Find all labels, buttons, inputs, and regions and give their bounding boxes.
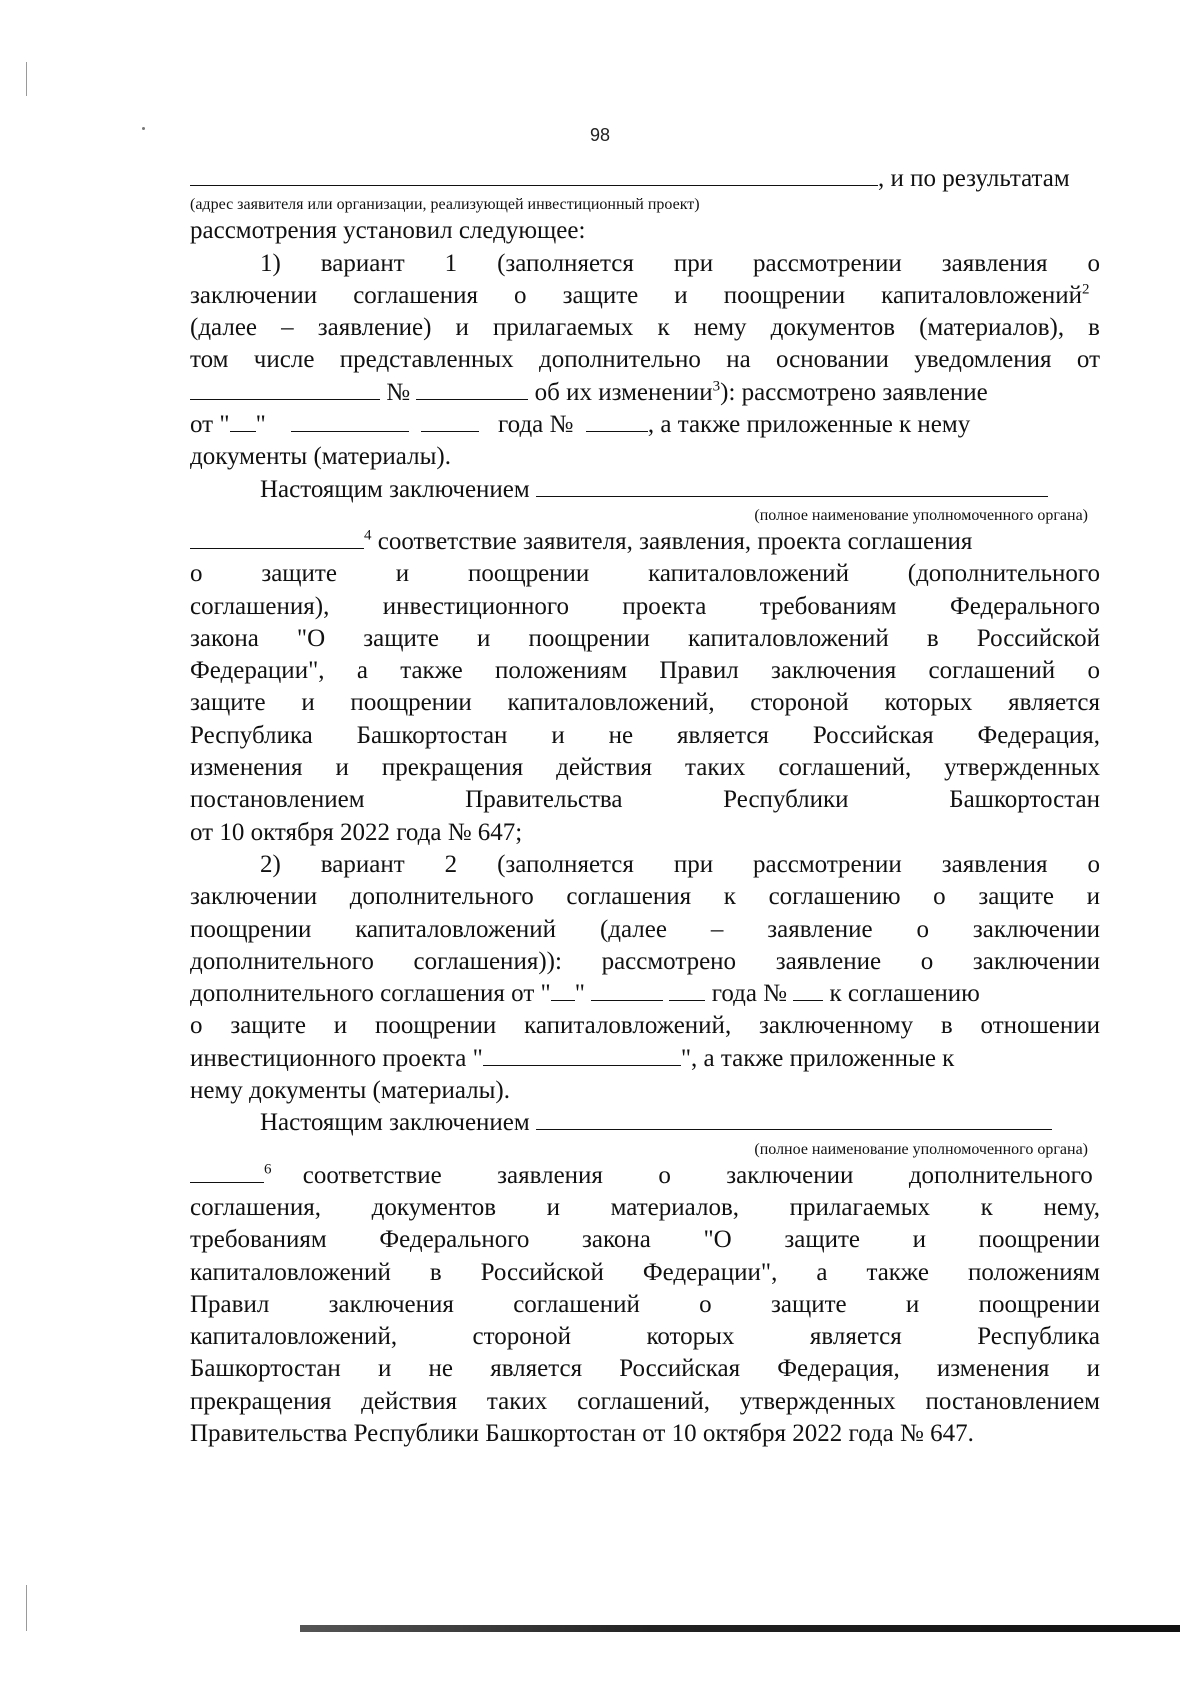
text-line: № об их изменении$^3$): рассмотрено заявление [190,377,1100,409]
text-line: документы (материалы). [190,443,451,471]
year-blank [669,979,705,1001]
authority-blank [536,1108,1052,1130]
number-blank [586,410,648,432]
text-line: нему документы (материалы). [190,1077,510,1105]
text-line: капиталовложений, стороной которых является Республика [190,1323,1100,1351]
decision-blank [190,527,364,549]
text-line: 2) вариант 2 (заполняется при рассмотрении заявления о [260,850,1100,878]
authority-caption: (полное наименование уполномоченного органа) [754,1140,1088,1158]
footnote-ref: 4 [364,527,372,544]
text-line: (далее – заявление) и прилагаемых к нему документов (материалов), в [190,314,1100,342]
text-line: от 10 октября 2022 года № 647; [190,818,523,846]
text-line: том числе представленных дополнительно на основании уведомления от [190,346,1100,374]
text-line: $^4$ соответствие заявителя, заявления, проекта соглашения [190,526,1100,558]
text-line: заключении соглашения о защите и поощрении капиталовложений$^2$ [190,281,1090,309]
text-line: заключении дополнительного соглашения к соглашению о защите и [190,883,1100,911]
document-body [190,163,1100,1450]
text-line: от " " года № , а также приложенные к нему [190,411,971,439]
bottom-rule [300,1625,1180,1632]
text-line: капиталовложений в Российской Федерации", а также положениям [190,1258,1100,1286]
authority-caption: (полное наименование уполномоченного органа) [754,506,1088,524]
year-blank [421,410,479,432]
month-blank [291,410,409,432]
text-line: 1) вариант 1 (заполняется при рассмотрении заявления о [260,249,1100,277]
text-line: Правительства Республики Башкортостан от 10 октября 2022 года № 647. [190,1419,974,1447]
scan-margin-mark [26,1585,27,1631]
text-line: о защите и поощрении капиталовложений, заключенному в отношении [190,1012,1100,1040]
text-line: Республика Башкортостан и не является Российская Федерация, [190,721,1100,749]
page-number: 98 [589,125,611,145]
text-line: Настоящим заключением [190,474,1100,506]
text-line: прекращения действия таких соглашений, утвержденных постановлением [190,1387,1100,1415]
text-line: Настоящим заключением [190,1107,1100,1139]
day-blank [551,979,575,1001]
text-line: Федерации", а также положениям Правил заключения соглашений о [190,657,1100,685]
text-line: о защите и поощрении капиталовложений (дополнительного [190,560,1100,588]
address-blank [190,164,878,186]
address-line: , и по результатам [190,163,1100,195]
text-line: защите и поощрении капиталовложений, стороной которых является [190,689,1100,717]
day-blank [230,410,256,432]
text-line: соглашения, документов и материалов, прилагаемых к нему, [190,1193,1100,1221]
decision-blank [190,1161,264,1183]
address-caption: (адрес заявителя или организации, реализующей инвестиционный проект) [190,196,700,214]
text-line: инвестиционного проекта " ", а также приложенные к [190,1044,955,1072]
number-blank [793,979,823,1001]
date-blank [190,378,380,400]
text-line: поощрении капиталовложений (далее – заявление о заключении [190,915,1100,943]
authority-blank [536,475,1048,497]
number-blank [416,378,528,400]
text-line: требованиям Федерального закона "О защите и поощрении [190,1226,1100,1254]
text-line: Башкортостан и не является Российская Федерация, изменения и [190,1355,1100,1383]
footnote-ref: 6 [264,1161,272,1178]
month-blank [591,979,663,1001]
text-line: закона "О защите и поощрении капиталовложений в Российской [190,624,1100,652]
text-line: соглашения), инвестиционного проекта требованиям Федерального [190,592,1100,620]
text-line: дополнительного соглашения)): рассмотрено заявление о заключении [190,947,1100,975]
text-line: изменения и прекращения действия таких соглашений, утвержденных [190,754,1100,782]
scan-margin-mark [26,62,27,96]
text-line: Правил заключения соглашений о защите и поощрении [190,1290,1100,1318]
footnote-ref: 3 [712,378,721,395]
text-line: $^6$ соответствие заявления о заключении дополнительного [190,1160,1100,1192]
text-line: дополнительного соглашения от " " года № к соглашению [190,980,980,1008]
project-name-blank [483,1044,681,1066]
footnote-ref: 2 [1082,281,1090,298]
text-line: рассмотрения установил следующее: [190,217,586,245]
text-line: постановлением Правительства Республики Башкортостан [190,786,1100,814]
